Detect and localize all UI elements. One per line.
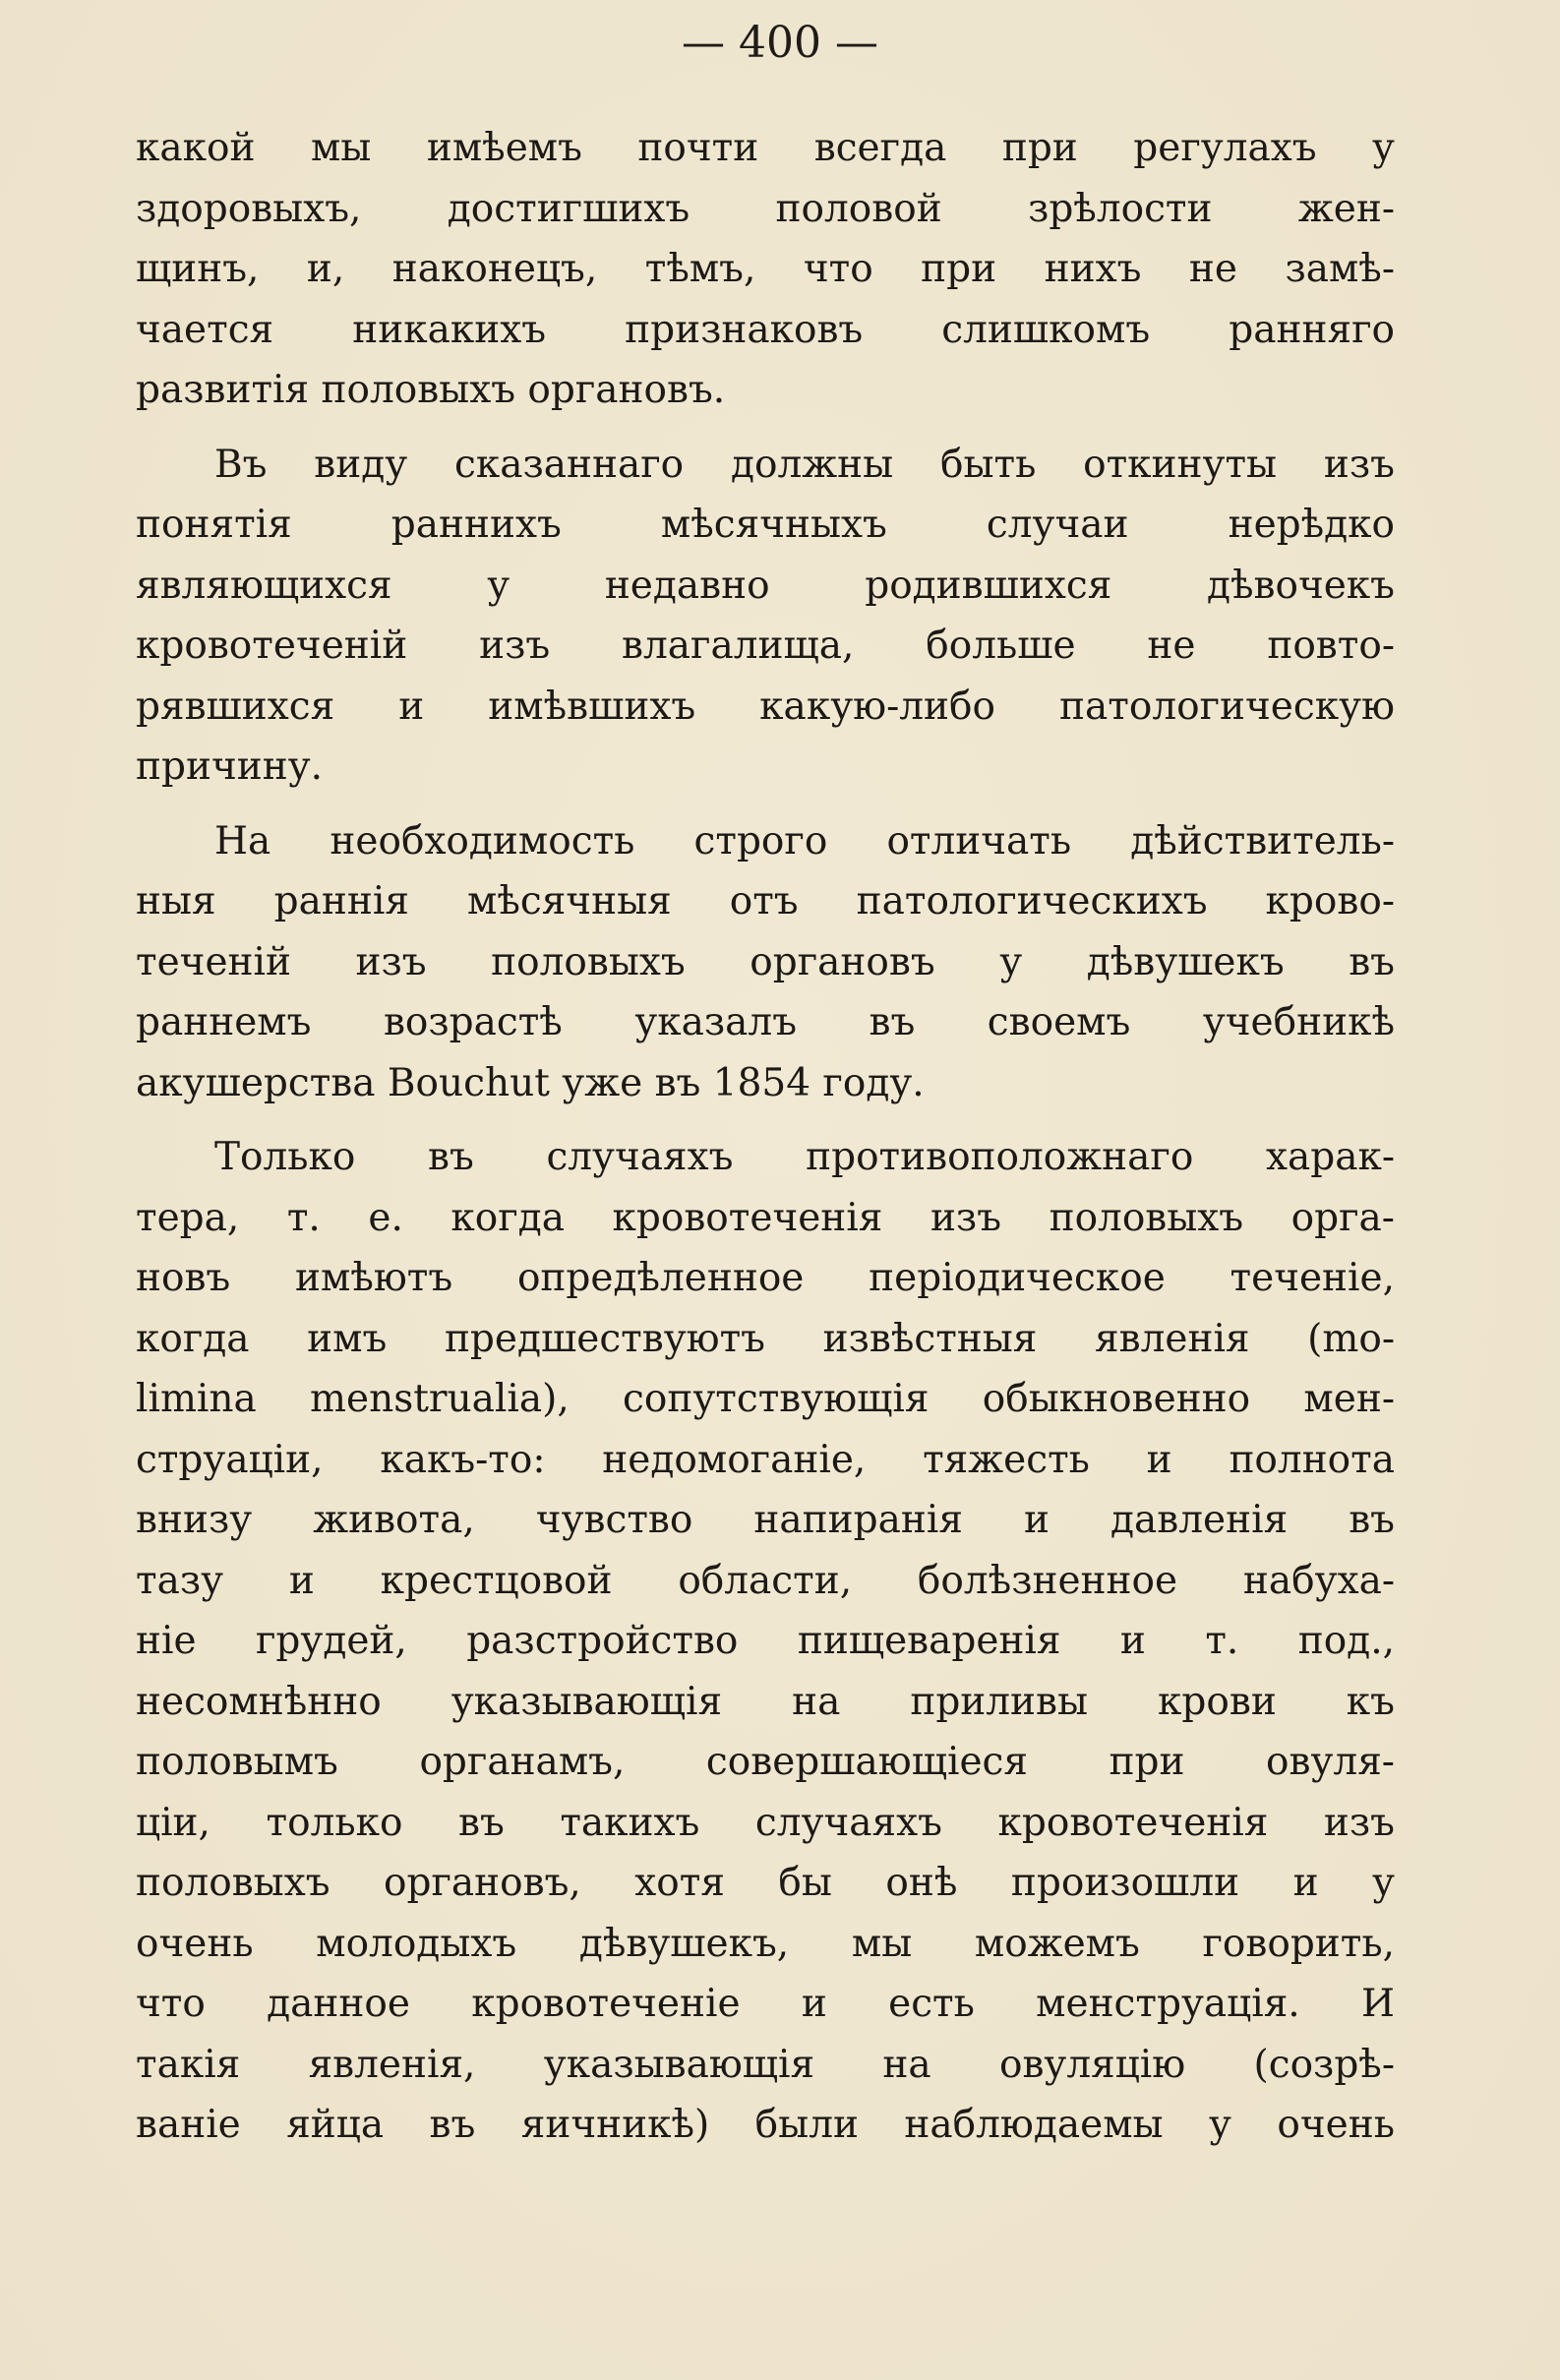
paragraph [136, 118, 1395, 421]
text-line: Только въ случаяхъ противоположнаго харак- [214, 1135, 1395, 1179]
text-line: причину. [136, 744, 324, 789]
text-line: ніе грудей, разстройство пищеваренія и т. под., [136, 1619, 1395, 1663]
text-line: половыхъ органовъ, хотя бы онѣ произошли и у [136, 1861, 1395, 1905]
text-line: какой мы имѣемъ почти всегда при регулахъ у [136, 126, 1395, 170]
text-line: Въ виду сказаннаго должны быть откинуты изъ [214, 442, 1395, 487]
text-line: внизу живота, чувство напиранія и давленія въ [136, 1498, 1395, 1542]
text-line: что данное кровотеченіе и есть менструація. И [136, 1982, 1395, 2026]
text-line: раннемъ возрастѣ указалъ въ своемъ учебникѣ [136, 1000, 1395, 1044]
text-line: такія явленія, указывающія на овуляцію (созрѣ- [136, 2042, 1395, 2087]
text-line: ваніе яйца въ яичникѣ) были наблюдаемы у очень [136, 2103, 1395, 2147]
paragraph [136, 811, 1395, 1114]
text-line: являющихся у недавно родившихся дѣвочекъ [136, 563, 1395, 608]
text-line: теченій изъ половыхъ органовъ у дѣвушекъ въ [136, 939, 1395, 984]
text-line: несомнѣнно указывающія на приливы крови къ [136, 1679, 1395, 1724]
text-line: ціи, только въ такихъ случаяхъ кровотеченія изъ [136, 1800, 1395, 1845]
text-line: развитія половыхъ органовъ. [136, 368, 726, 412]
paragraph [136, 435, 1395, 798]
text-line: тазу и крестцовой области, болѣзненное набуха- [136, 1558, 1395, 1603]
text-line: половымъ органамъ, совершающіеся при овуля- [136, 1740, 1395, 1784]
text-line: новъ имѣютъ опредѣленное періодическое теченіе, [136, 1256, 1395, 1300]
body-text [136, 118, 1395, 2170]
paragraph [136, 1127, 1395, 2156]
text-line: На необходимость строго отличать дѣйствитель- [214, 818, 1395, 863]
text-line: очень молодыхъ дѣвушекъ, мы можемъ говорить, [136, 1921, 1395, 1966]
text-line: рявшихся и имѣвшихъ какую-либо патологическую [136, 684, 1395, 729]
text-line: limina menstrualia), сопутствующія обыкновенно мен- [136, 1377, 1395, 1421]
text-line: чается никакихъ признаковъ слишкомъ ранняго [136, 307, 1395, 352]
text-line: понятія раннихъ мѣсячныхъ случаи нерѣдко [136, 503, 1395, 547]
text-line: когда имъ предшествуютъ извѣстныя явленія (mo- [136, 1316, 1395, 1361]
text-line: здоровыхъ, достигшихъ половой зрѣлости жен- [136, 186, 1395, 231]
text-line: кровотеченій изъ влагалища, больше не повто- [136, 624, 1395, 668]
text-line: струаціи, какъ-то: недомоганіе, тяжесть и полнота [136, 1437, 1395, 1482]
text-line: тера, т. е. когда кровотеченія изъ половыхъ орга- [136, 1195, 1395, 1240]
text-line: щинъ, и, наконецъ, тѣмъ, что при нихъ не замѣ- [136, 247, 1395, 291]
text-line: ныя раннія мѣсячныя отъ патологическихъ крово- [136, 879, 1395, 923]
page-number: — 400 — [682, 18, 878, 68]
text-line: акушерства Bouchut уже въ 1854 году. [136, 1060, 925, 1105]
